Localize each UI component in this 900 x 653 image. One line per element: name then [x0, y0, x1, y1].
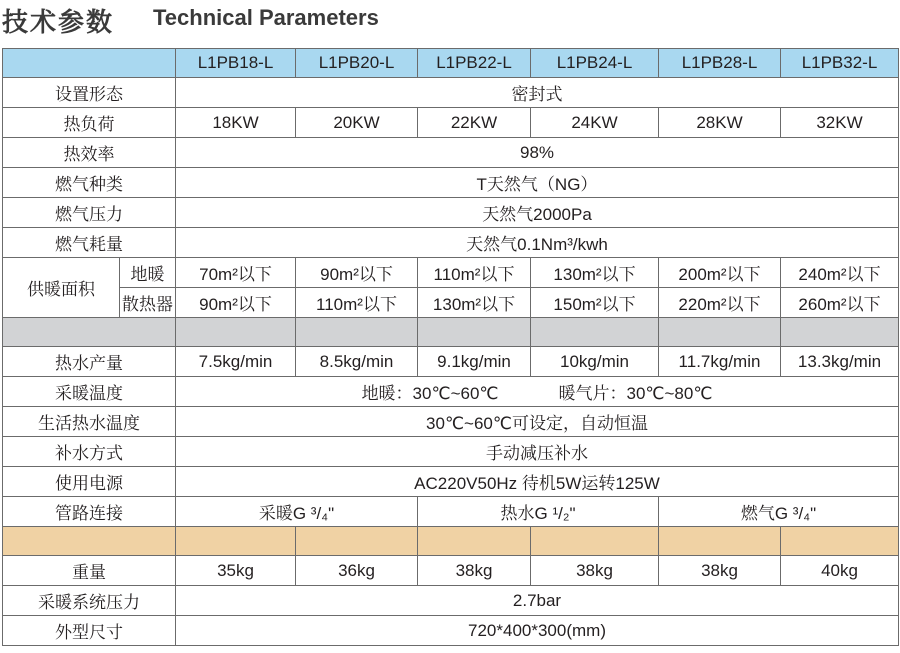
row-dhw-temp [3, 407, 899, 437]
model-name: L1PB20-L [296, 49, 418, 78]
row-value: 密封式 [176, 78, 899, 108]
row-heating-temp [3, 377, 899, 407]
parameters-table [2, 48, 899, 646]
floor-heating-temp: 地暖：30℃~60℃ [361, 384, 499, 403]
row-heat-load [3, 108, 899, 138]
cell-value: 38kg [418, 556, 531, 586]
cell-value: 28KW [659, 108, 781, 138]
cell-value: 70m²以下 [176, 258, 296, 288]
row-label: 热效率 [3, 138, 176, 168]
row-label: 燃气压力 [3, 198, 176, 228]
separator-cell [659, 318, 781, 347]
row-heating-area-radiator [3, 288, 899, 318]
separator-cell [659, 527, 781, 556]
cell-value: 24KW [531, 108, 659, 138]
cell-value: 130m²以下 [418, 288, 531, 318]
sub-label: 地暖 [120, 258, 176, 288]
row-label: 补水方式 [3, 437, 176, 467]
cell-value: 8.5kg/min [296, 347, 418, 377]
sub-label: 散热器 [120, 288, 176, 318]
separator-cell [296, 527, 418, 556]
separator-cell [418, 318, 531, 347]
cell-value: 7.5kg/min [176, 347, 296, 377]
row-install [3, 78, 899, 108]
cell-value: 9.1kg/min [418, 347, 531, 377]
row-value: 手动减压补水 [176, 437, 899, 467]
radiator-temp: 暖气片：30℃~80℃ [558, 384, 713, 403]
model-name: L1PB18-L [176, 49, 296, 78]
cell-value: 20KW [296, 108, 418, 138]
row-value: 30℃~60℃可设定，自动恒温 [176, 407, 899, 437]
row-efficiency [3, 138, 899, 168]
cell-value: 18KW [176, 108, 296, 138]
row-label: 热水产量 [3, 347, 176, 377]
title-english: Technical Parameters [153, 5, 379, 30]
cell-value: 32KW [781, 108, 899, 138]
row-label: 采暖温度 [3, 377, 176, 407]
row-label: 外型尺寸 [3, 616, 176, 646]
row-hot-water [3, 347, 899, 377]
row-value: 天然气0.1Nm³/kwh [176, 228, 899, 258]
row-value: 98% [176, 138, 899, 168]
piping-gas: 燃气G ³/₄" [659, 497, 899, 527]
cell-value: 260m²以下 [781, 288, 899, 318]
row-value: 720*400*300(mm) [176, 616, 899, 646]
row-label: 管路连接 [3, 497, 176, 527]
separator-cell [781, 318, 899, 347]
model-name: L1PB22-L [418, 49, 531, 78]
cell-value: 200m²以下 [659, 258, 781, 288]
row-label: 采暖系统压力 [3, 586, 176, 616]
row-label: 设置形态 [3, 78, 176, 108]
tan-separator-row [3, 527, 899, 556]
cell-value: 11.7kg/min [659, 347, 781, 377]
row-label: 燃气种类 [3, 168, 176, 198]
piping-heating: 采暖G ³/₄" [176, 497, 418, 527]
model-name: L1PB24-L [531, 49, 659, 78]
cell-value: 150m²以下 [531, 288, 659, 318]
row-label: 生活热水温度 [3, 407, 176, 437]
separator-cell [531, 318, 659, 347]
cell-value: 220m²以下 [659, 288, 781, 318]
row-value [176, 377, 899, 407]
piping-hot-water: 热水G ¹/₂" [418, 497, 659, 527]
model-name: L1PB28-L [659, 49, 781, 78]
row-label: 使用电源 [3, 467, 176, 497]
row-piping [3, 497, 899, 527]
cell-value: 110m²以下 [418, 258, 531, 288]
row-weight [3, 556, 899, 586]
cell-value: 130m²以下 [531, 258, 659, 288]
grey-separator-row [3, 318, 899, 347]
row-label: 供暖面积 [3, 258, 120, 318]
row-value: 天然气2000Pa [176, 198, 899, 228]
row-gas-consumption [3, 228, 899, 258]
separator-cell [781, 527, 899, 556]
row-gas-pressure [3, 198, 899, 228]
cell-value: 35kg [176, 556, 296, 586]
model-header-blank [3, 49, 176, 78]
separator-cell [418, 527, 531, 556]
cell-value: 36kg [296, 556, 418, 586]
cell-value: 38kg [531, 556, 659, 586]
row-label: 燃气耗量 [3, 228, 176, 258]
cell-value: 110m²以下 [296, 288, 418, 318]
cell-value: 13.3kg/min [781, 347, 899, 377]
cell-value: 240m²以下 [781, 258, 899, 288]
row-system-pressure [3, 586, 899, 616]
cell-value: 90m²以下 [176, 288, 296, 318]
cell-value: 40kg [781, 556, 899, 586]
row-value: T天然气（NG） [176, 168, 899, 198]
row-label: 热负荷 [3, 108, 176, 138]
row-water-fill [3, 437, 899, 467]
cell-value: 10kg/min [531, 347, 659, 377]
model-header-row [3, 49, 899, 78]
cell-value: 38kg [659, 556, 781, 586]
separator-cell [3, 318, 176, 347]
page-header [0, 0, 900, 42]
row-power [3, 467, 899, 497]
row-value: AC220V50Hz 待机5W运转125W [176, 467, 899, 497]
cell-value: 90m²以下 [296, 258, 418, 288]
row-gas-type [3, 168, 899, 198]
separator-cell [296, 318, 418, 347]
model-name: L1PB32-L [781, 49, 899, 78]
separator-cell [176, 318, 296, 347]
row-label: 重量 [3, 556, 176, 586]
cell-value: 22KW [418, 108, 531, 138]
row-value: 2.7bar [176, 586, 899, 616]
separator-cell [176, 527, 296, 556]
row-dimensions [3, 616, 899, 646]
row-heating-area-floor [3, 258, 899, 288]
separator-cell [531, 527, 659, 556]
title-chinese: 技术参数 [2, 8, 115, 38]
separator-cell [3, 527, 176, 556]
